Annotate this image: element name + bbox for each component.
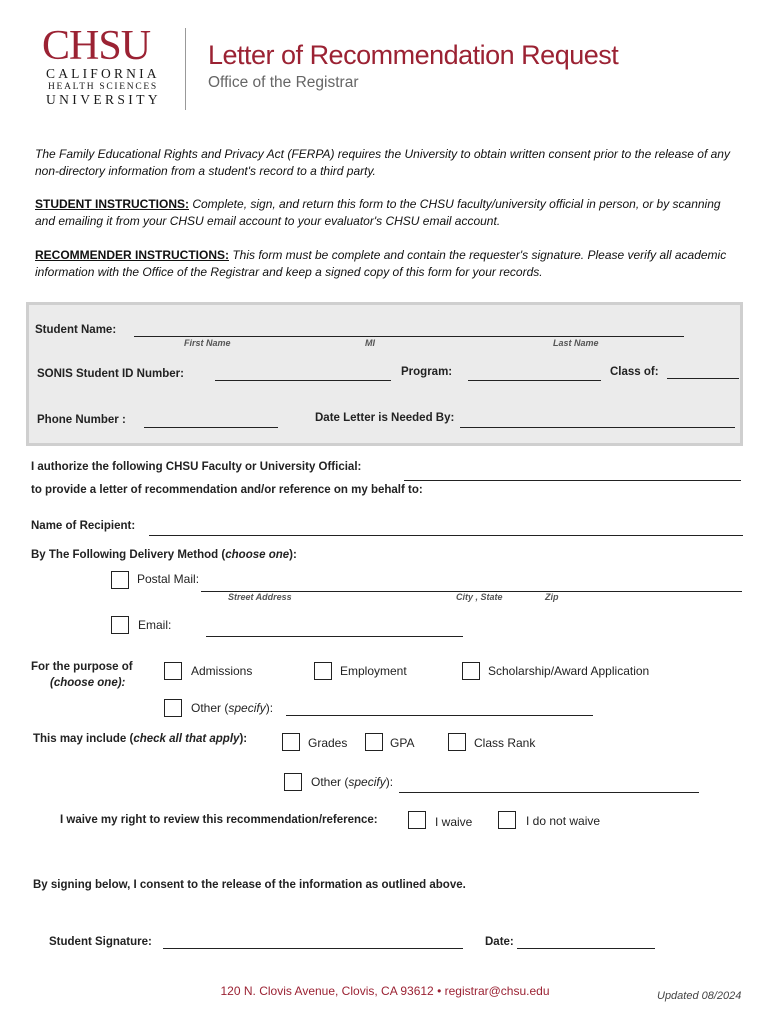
includes-other-label: Other (specify): (311, 775, 394, 789)
recipient-label: Name of Recipient: (31, 520, 136, 532)
phone-label: Phone Number : (37, 414, 126, 426)
official-field[interactable] (404, 480, 741, 481)
purpose-other-label: Other (specify): (191, 701, 274, 715)
admissions-label: Admissions (191, 664, 253, 678)
grades-checkbox[interactable] (282, 733, 300, 751)
date-field[interactable] (517, 948, 655, 949)
gpa-checkbox[interactable] (365, 733, 383, 751)
i-waive-checkbox[interactable] (408, 811, 426, 829)
student-name-label: Student Name: (35, 324, 117, 336)
header-divider (185, 28, 186, 110)
employment-label: Employment (340, 664, 407, 678)
purpose-label: For the purpose of (31, 661, 133, 673)
date-needed-label: Date Letter is Needed By: (315, 412, 455, 424)
recipient-field[interactable] (149, 535, 743, 536)
logo-health-sciences: HEALTH SCIENCES (48, 82, 158, 92)
consent-text: By signing below, I consent to the release of the information as outlined above. (33, 879, 466, 891)
street-hint: Street Address (228, 592, 292, 602)
ferpa-paragraph: The Family Educational Rights and Privacy Act (FERPA) requires the University to obtain written consent prior to the release of any non-directory information from a student's record to a third party. (35, 147, 730, 178)
purpose-other-checkbox[interactable] (164, 699, 182, 717)
zip-hint: Zip (545, 592, 559, 602)
email-checkbox[interactable] (111, 616, 129, 634)
program-label: Program: (401, 366, 453, 378)
admissions-checkbox[interactable] (164, 662, 182, 680)
logo-california: CALIFORNIA (46, 66, 160, 81)
recommender-instructions-text: This form must be complete and contain the requester's signature. Please verify all academic information with the Office of the Registrar and keep a signed copy of this form for your records. (35, 248, 727, 279)
authorize-label: I authorize the following CHSU Faculty or University Official: (31, 461, 362, 473)
i-waive-label: I waive (435, 815, 473, 829)
student-instructions-heading: STUDENT INSTRUCTIONS: (35, 197, 189, 211)
date-label: Date: (485, 936, 514, 948)
updated-date: Updated 08/2024 (657, 990, 742, 1002)
page-title: Letter of Recommendation Request (208, 40, 619, 70)
grades-label: Grades (308, 736, 348, 750)
employment-checkbox[interactable] (314, 662, 332, 680)
email-label: Email: (138, 618, 172, 632)
email-field[interactable] (206, 636, 463, 637)
purpose-choose-one: (choose one): (50, 677, 126, 689)
signature-label: Student Signature: (49, 936, 152, 948)
includes-other-field[interactable] (399, 792, 699, 793)
class-of-label: Class of: (610, 366, 659, 378)
logo-chsu: CHSU (42, 23, 151, 69)
class-rank-label: Class Rank (474, 736, 536, 750)
recommender-instructions-heading: RECOMMENDER INSTRUCTIONS: (35, 248, 229, 262)
mi-hint: MI (365, 338, 375, 348)
phone-field[interactable] (144, 427, 278, 428)
postal-mail-label: Postal Mail: (137, 572, 200, 586)
sonis-id-label: SONIS Student ID Number: (37, 368, 184, 380)
delivery-label: By The Following Delivery Method (choose one): (31, 549, 297, 561)
page-subtitle: Office of the Registrar (208, 74, 359, 91)
last-name-hint: Last Name (553, 338, 599, 348)
i-do-not-waive-label: I do not waive (526, 814, 601, 828)
class-of-field[interactable] (667, 378, 739, 379)
purpose-other-field[interactable] (286, 715, 593, 716)
student-name-field[interactable] (134, 336, 684, 337)
city-state-hint: City , State (456, 592, 503, 602)
gpa-label: GPA (390, 736, 415, 750)
student-instructions (35, 196, 735, 230)
class-rank-checkbox[interactable] (448, 733, 466, 751)
footer-address: 120 N. Clovis Avenue, Clovis, CA 93612 • registrar@chsu.edu (220, 984, 550, 998)
date-needed-field[interactable] (460, 427, 735, 428)
includes-label: This may include (check all that apply): (33, 733, 248, 745)
sonis-id-field[interactable] (215, 380, 391, 381)
student-instructions-text: Complete, sign, and return this form to the CHSU faculty/university official in person, or by scanning and emailing it from your CHSU email account to your evaluator's CHSU email account. (35, 197, 721, 228)
scholarship-label: Scholarship/Award Application (488, 664, 650, 678)
i-do-not-waive-checkbox[interactable] (498, 811, 516, 829)
program-field[interactable] (468, 380, 601, 381)
authorize-label-2: to provide a letter of recommendation and/or reference on my behalf to: (31, 484, 423, 496)
includes-other-checkbox[interactable] (284, 773, 302, 791)
waive-label: I waive my right to review this recommendation/reference: (60, 814, 378, 826)
logo-university: UNIVERSITY (46, 92, 161, 107)
postal-mail-checkbox[interactable] (111, 571, 129, 589)
first-name-hint: First Name (184, 338, 231, 348)
scholarship-checkbox[interactable] (462, 662, 480, 680)
signature-field[interactable] (163, 948, 463, 949)
recommender-instructions (35, 247, 735, 281)
